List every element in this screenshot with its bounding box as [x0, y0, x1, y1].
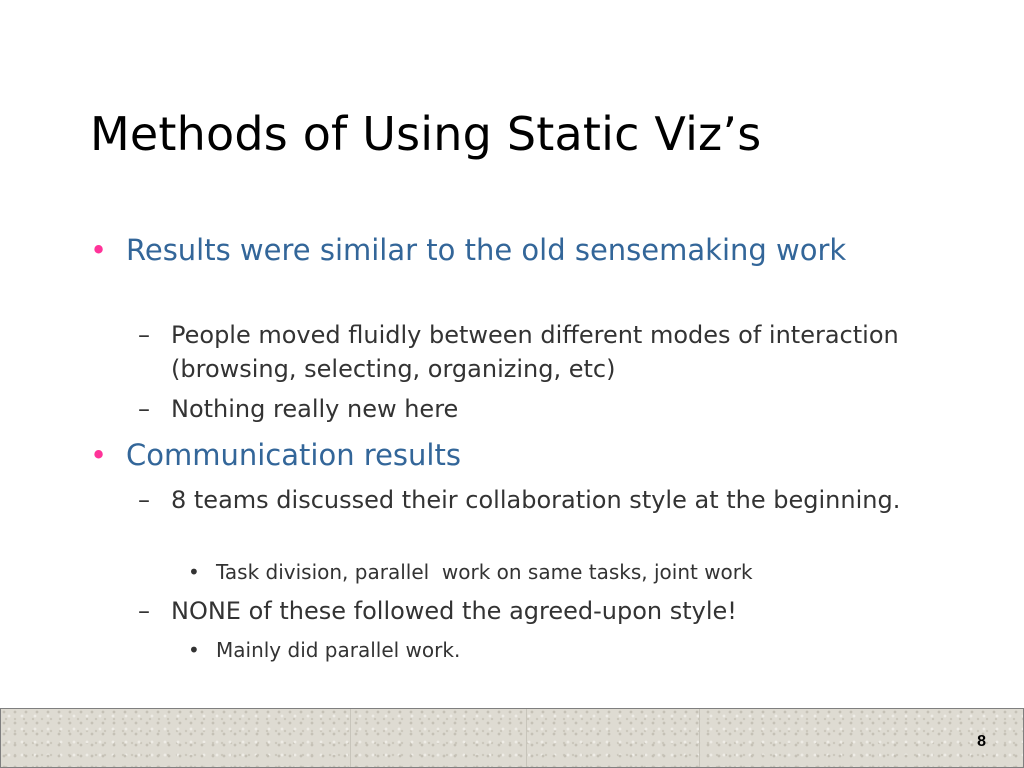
small-bullet-marker: • — [188, 560, 200, 584]
sub-sub-bullet-task-division — [188, 558, 948, 586]
footer-divider — [699, 709, 700, 767]
bullet-marker: • — [90, 233, 108, 267]
bullet-results-similar — [90, 230, 920, 271]
dash-marker: – — [138, 321, 150, 349]
bullet-marker: • — [90, 438, 108, 472]
sub-sub-bullet-text: Mainly did parallel work. — [216, 638, 461, 662]
dash-marker: – — [138, 395, 150, 423]
footer-divider — [350, 709, 351, 767]
dash-marker: – — [138, 597, 150, 625]
page-number: 8 — [977, 733, 986, 750]
sub-bullet-text: 8 teams discussed their collaboration style at the beginning. — [171, 486, 901, 514]
sub-bullet-eight-teams — [138, 483, 918, 517]
bullet-communication-results — [90, 435, 920, 476]
sub-sub-bullet-text: Task division, parallel work on same tasks, joint work — [216, 560, 753, 584]
footer-texture-bar — [0, 708, 1024, 768]
small-bullet-marker: • — [188, 638, 200, 662]
bullet-text: Results were similar to the old sensemaking work — [126, 233, 847, 267]
sub-bullet-text: Nothing really new here — [171, 395, 459, 423]
footer-divider — [526, 709, 527, 767]
sub-bullet-none-followed — [138, 594, 918, 628]
sub-sub-bullet-mainly-parallel — [188, 636, 948, 664]
sub-bullet-text: NONE of these followed the agreed-upon style! — [171, 597, 737, 625]
sub-bullet-moved-fluidly — [138, 318, 918, 386]
slide-title: Methods of Using Static Viz’s — [90, 107, 762, 161]
sub-bullet-nothing-new — [138, 392, 918, 426]
bullet-text: Communication results — [126, 438, 461, 472]
sub-bullet-text: People moved fluidly between different modes of interaction (browsing, selecting, organizing, etc) — [171, 321, 899, 383]
dash-marker: – — [138, 486, 150, 514]
